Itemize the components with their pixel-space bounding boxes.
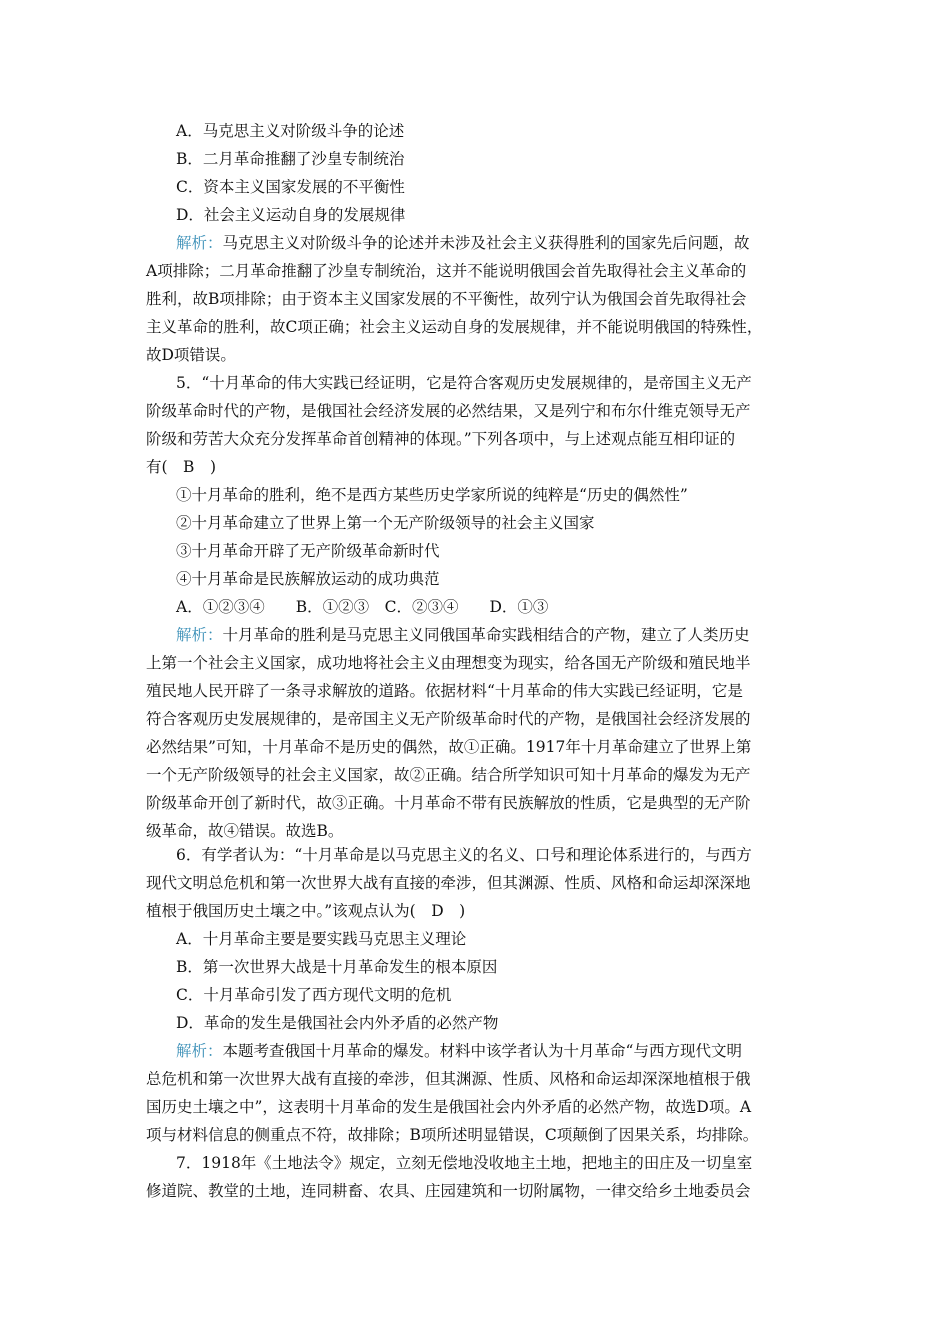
q6-option-c: C．十月革命引发了西方现代文明的危机 [176, 986, 452, 1004]
q6-option-a: A．十月革命主要是要实践马克思主义理论 [176, 930, 467, 948]
analysis-line: 胜利，故B项排除；由于资本主义国家发展的不平衡性，故列宁认为俄国会首先取得社会 [146, 290, 747, 308]
analysis-label: 解析： [176, 1042, 223, 1060]
q5-item-1: ①十月革命的胜利，绝不是西方某些历史学家所说的纯粹是“历史的偶然性” [176, 486, 688, 504]
q6-stem [146, 841, 806, 1037]
analysis-line: 国历史土壤之中”，这表明十月革命的发生是俄国社会内外矛盾的必然产物，故选D项。A [146, 1098, 752, 1116]
analysis-line: A项排除；二月革命推翻了沙皇专制统治，这并不能说明俄国会首先取得社会主义革命的 [146, 262, 747, 280]
question-line: 7．1918年《土地法令》规定，立刻无偿地没收地主土地，把地主的田庄及一切皇室 [176, 1154, 753, 1172]
analysis-line: 主义革命的胜利，故C项正确；社会主义运动自身的发展规律，并不能说明俄国的特殊性， [146, 318, 763, 336]
analysis-line: 殖民地人民开辟了一条寻求解放的道路。依据材料“十月革命的伟大实践已经证明，它是 [146, 682, 743, 700]
analysis-label: 解析： [176, 626, 223, 644]
analysis-line: 符合客观历史发展规律的，是帝国主义无产阶级革命时代的产物，是俄国社会经济发展的 [146, 710, 751, 728]
analysis-line: 解析：马克思主义对阶级斗争的论述并未涉及社会主义获得胜利的国家先后问题，故 [176, 234, 750, 252]
q5-options: A．①②③④ B．①②③ C．②③④ D．①③ [176, 598, 549, 616]
analysis-line: 阶级革命开创了新时代，故③正确。十月革命不带有民族解放的性质，它是典型的无产阶 [146, 794, 751, 812]
analysis-line: 一个无产阶级领导的社会主义国家，故②正确。结合所学知识可知十月革命的爆发为无产 [146, 766, 751, 784]
analysis-line: 项与材料信息的侧重点不符，故排除；B项所述明显错误，C项颠倒了因果关系，均排除。 [146, 1126, 759, 1144]
question-line: 现代文明总危机和第一次世界大战有直接的牵涉，但其渊源、性质、风格和命运却深深地 [146, 874, 751, 892]
q4-option-a: A．马克思主义对阶级斗争的论述 [176, 122, 405, 140]
q4-analysis [146, 229, 806, 369]
analysis-line: 必然结果”可知，十月革命不是历史的偶然，故①正确。1917年十月革命建立了世界上第 [146, 738, 752, 756]
question-line: 6．有学者认为：“十月革命是以马克思主义的名义、口号和理论体系进行的，与西方 [176, 846, 752, 864]
analysis-line: 解析：本题考查俄国十月革命的爆发。材料中该学者认为十月革命“与西方现代文明 [176, 1042, 742, 1060]
question-line: 植根于俄国历史土壤之中。”该观点认为( D ) [146, 902, 466, 920]
q6-option-b: B．第一次世界大战是十月革命发生的根本原因 [176, 958, 498, 976]
analysis-label: 解析： [176, 234, 223, 252]
question-line: 有( B ) [146, 458, 216, 476]
q5-item-3: ③十月革命开辟了无产阶级革命新时代 [176, 542, 440, 560]
analysis-line: 总危机和第一次世界大战有直接的牵涉，但其渊源、性质、风格和命运却深深地植根于俄 [146, 1070, 751, 1088]
q5-item-4: ④十月革命是民族解放运动的成功典范 [176, 570, 440, 588]
analysis-line: 上第一个社会主义国家，成功地将社会主义由理想变为现实，给各国无产阶级和殖民地半 [146, 654, 751, 672]
q5-analysis [146, 621, 806, 845]
q4-options [146, 117, 806, 229]
q7-stem [146, 1149, 806, 1205]
q6-option-d: D．革命的发生是俄国社会内外矛盾的必然产物 [176, 1014, 499, 1032]
analysis-line: 级革命，故④错误。故选B。 [146, 822, 344, 840]
question-line: 阶级和劳苦大众充分发挥革命首创精神的体现。”下列各项中，与上述观点能互相印证的 [146, 430, 736, 448]
q5-stem [146, 369, 806, 481]
q5-items [146, 481, 806, 621]
q4-option-d: D．社会主义运动自身的发展规律 [176, 206, 406, 224]
q4-option-b: B．二月革命推翻了沙皇专制统治 [176, 150, 405, 168]
q4-option-c: C．资本主义国家发展的不平衡性 [176, 178, 405, 196]
q5-item-2: ②十月革命建立了世界上第一个无产阶级领导的社会主义国家 [176, 514, 595, 532]
question-line: 修道院、教堂的土地，连同耕畜、农具、庄园建筑和一切附属物，一律交给乡土地委员会 [146, 1182, 751, 1200]
question-line: 5．“十月革命的伟大实践已经证明，它是符合客观历史发展规律的，是帝国主义无产 [176, 374, 752, 392]
analysis-line: 故D项错误。 [146, 346, 236, 364]
q6-analysis [146, 1037, 806, 1149]
analysis-line: 解析：十月革命的胜利是马克思主义同俄国革命实践相结合的产物，建立了人类历史 [176, 626, 750, 644]
question-line: 阶级革命时代的产物，是俄国社会经济发展的必然结果，又是列宁和布尔什维克领导无产 [146, 402, 751, 420]
